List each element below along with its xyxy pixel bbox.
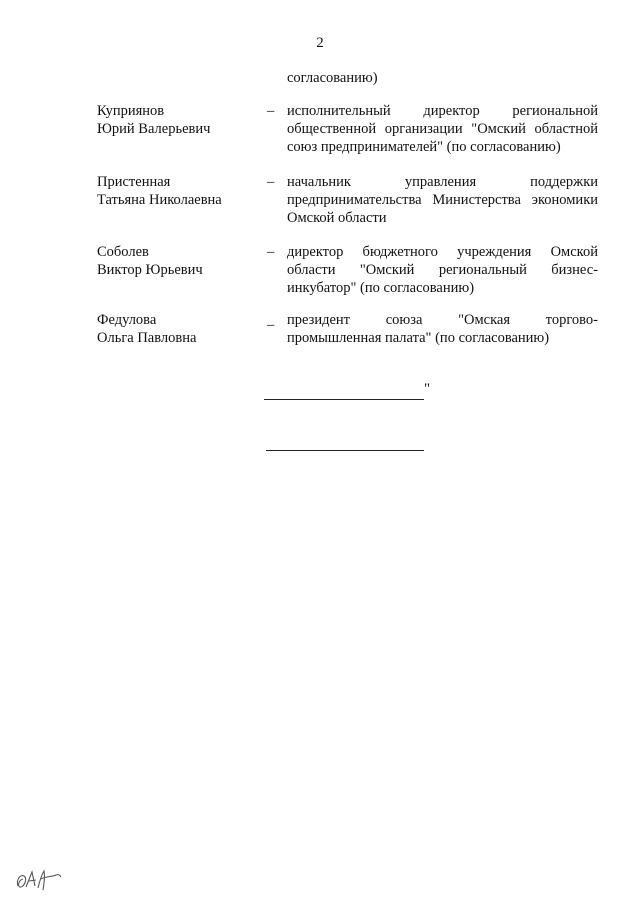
member-given-names: Виктор Юрьевич <box>97 262 203 278</box>
member-position <box>287 311 598 347</box>
member-name <box>97 173 267 209</box>
closing-quote-mark: " <box>424 381 431 397</box>
position-line: союз предпринимателей" (по согласованию) <box>287 139 561 155</box>
member-surname: Соболев <box>97 244 149 260</box>
member-given-names: Ольга Павловна <box>97 330 197 346</box>
member-position <box>287 243 598 297</box>
member-dash: – <box>267 174 275 190</box>
member-name <box>97 102 267 138</box>
member-given-names: Татьяна Николаевна <box>97 192 222 208</box>
member-given-names: Юрий Валерьевич <box>97 121 211 137</box>
handwritten-initials <box>14 862 64 894</box>
member-dash: _ <box>267 312 275 328</box>
closing-rule <box>264 399 424 400</box>
member-position <box>287 173 598 227</box>
position-line: начальник управления поддержки <box>287 174 598 190</box>
member-surname: Федулова <box>97 312 157 328</box>
position-line: директор бюджетного учреждения Омской <box>287 244 598 260</box>
member-position <box>287 102 598 156</box>
member-dash: – <box>267 103 275 119</box>
position-line: области "Омский региональный бизнес- <box>287 262 598 278</box>
position-line: предпринимательства Министерства экономики <box>287 192 598 208</box>
position-line: Омской области <box>287 210 387 226</box>
continuation-text: согласованию) <box>287 70 378 86</box>
end-rule <box>266 450 424 451</box>
member-dash: – <box>267 244 275 260</box>
member-name <box>97 311 267 347</box>
position-line: промышленная палата" (по согласованию) <box>287 330 550 346</box>
position-line: исполнительный директор региональной <box>287 103 598 119</box>
member-surname: Куприянов <box>97 103 165 119</box>
member-name <box>97 243 267 279</box>
position-line: инкубатор" (по согласованию) <box>287 280 475 296</box>
position-line: президент союза "Омская торгово- <box>287 312 598 328</box>
member-surname: Пристенная <box>97 174 171 190</box>
position-line: общественной организации "Омский областной <box>287 121 598 137</box>
page-number: 2 <box>316 35 324 51</box>
